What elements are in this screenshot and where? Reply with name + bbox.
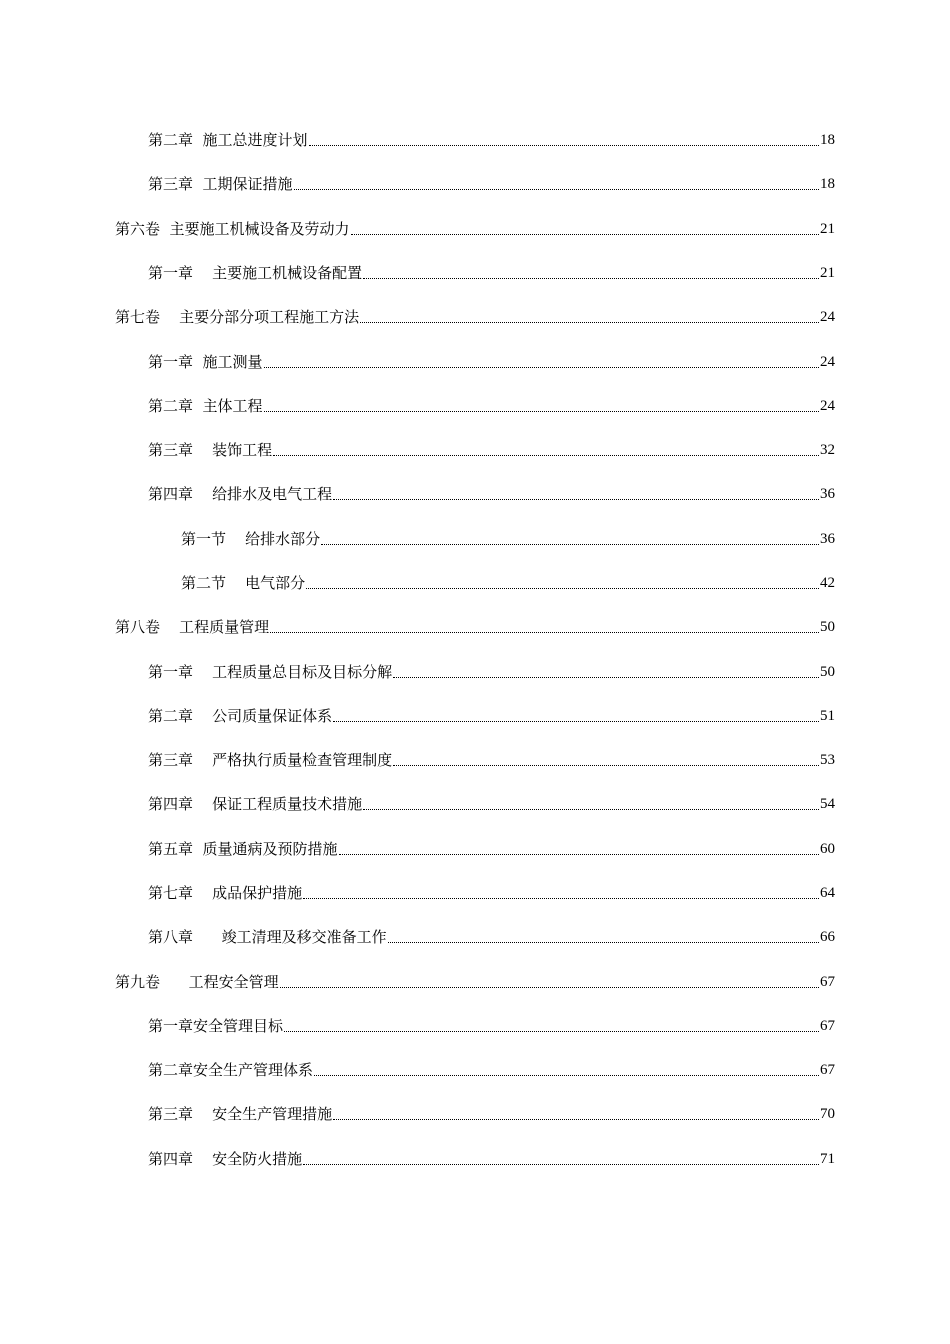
toc-entry-page: 70 [820,1106,835,1122]
toc-entry[interactable] [148,257,835,283]
toc-entry[interactable] [181,523,835,549]
dot-leader [363,278,819,279]
toc-entry[interactable] [115,301,835,327]
dot-leader [303,898,819,899]
dot-leader [339,854,819,855]
toc-entry-page: 24 [820,398,835,414]
dot-leader [393,765,819,766]
toc-entry-title: 第二节 电气部分 [181,574,306,592]
toc-entry-page: 24 [820,354,835,370]
toc-entry-page: 66 [820,929,835,945]
dot-leader [351,234,819,235]
toc-entry[interactable] [148,788,835,814]
toc-entry[interactable] [181,567,835,593]
toc-entry-title: 第三章 工期保证措施 [148,175,293,193]
toc-entry-page: 54 [820,796,835,812]
toc-entry-title: 第四章 保证工程质量技术措施 [148,795,363,813]
toc-entry-page: 24 [820,309,835,325]
toc-entry[interactable] [115,966,835,992]
toc-entry[interactable] [148,346,835,372]
toc-entry[interactable] [115,213,835,239]
dot-leader [264,367,819,368]
toc-entry-title: 第三章 装饰工程 [148,441,273,459]
toc-entry-page: 50 [820,619,835,635]
dot-leader [321,544,819,545]
toc-entry[interactable] [148,921,835,947]
dot-leader [393,677,819,678]
toc-entry-title: 第八章 竣工清理及移交准备工作 [148,928,387,946]
toc-entry-page: 64 [820,885,835,901]
toc-entry[interactable] [148,1054,835,1080]
toc-entry-page: 67 [820,974,835,990]
toc-entry-page: 53 [820,752,835,768]
toc-entry-page: 42 [820,575,835,591]
toc-entry-page: 32 [820,442,835,458]
toc-entry-title: 第二章 公司质量保证体系 [148,707,333,725]
dot-leader [309,145,819,146]
toc-entry-title: 第二章 主体工程 [148,397,263,415]
toc-entry[interactable] [148,390,835,416]
toc-entry-page: 18 [820,176,835,192]
toc-entry-title: 第一章安全管理目标 [148,1017,284,1035]
toc-entry-title: 第七卷 主要分部分项工程施工方法 [115,308,360,326]
toc-entry[interactable] [148,700,835,726]
toc-entry-title: 第三章 严格执行质量检查管理制度 [148,751,393,769]
toc-entry-title: 第二章 施工总进度计划 [148,131,308,149]
dot-leader [388,942,819,943]
toc-entry[interactable] [148,168,835,194]
toc-entry-page: 21 [820,265,835,281]
dot-leader [360,322,819,323]
toc-entry-title: 第四章 安全防火措施 [148,1150,303,1168]
dot-leader [270,632,819,633]
toc-entry-page: 67 [820,1018,835,1034]
toc-entry-title: 第一章 主要施工机械设备配置 [148,264,363,282]
dot-leader [333,1119,819,1120]
toc-entry-page: 36 [820,531,835,547]
toc-entry-page: 51 [820,708,835,724]
toc-entry-title: 第四章 给排水及电气工程 [148,485,333,503]
toc-entry-page: 67 [820,1062,835,1078]
toc-entry[interactable] [148,744,835,770]
toc-entry-title: 第五章 质量通病及预防措施 [148,840,338,858]
toc-entry[interactable] [148,478,835,504]
dot-leader [333,499,819,500]
toc-entry[interactable] [115,611,835,637]
toc-entry-page: 60 [820,841,835,857]
toc-entry-title: 第一节 给排水部分 [181,530,321,548]
toc-entry-page: 71 [820,1151,835,1167]
toc-entry[interactable] [148,877,835,903]
toc-entry[interactable] [148,124,835,150]
toc-entry[interactable] [148,434,835,460]
dot-leader [273,455,819,456]
toc-entry-title: 第八卷 工程质量管理 [115,618,270,636]
toc-entry[interactable] [148,656,835,682]
toc-entry-title: 第七章 成品保护措施 [148,884,303,902]
dot-leader [333,721,819,722]
toc-entry-title: 第二章安全生产管理体系 [148,1061,314,1079]
toc-entry-title: 第一章 施工测量 [148,353,263,371]
toc-entry-page: 18 [820,132,835,148]
toc-entry[interactable] [148,1143,835,1169]
dot-leader [294,189,819,190]
dot-leader [363,809,819,810]
dot-leader [314,1075,819,1076]
dot-leader [306,588,819,589]
toc-entry[interactable] [148,1098,835,1124]
toc-entry[interactable] [148,1010,835,1036]
toc-entry-page: 50 [820,664,835,680]
toc-entry-page: 36 [820,486,835,502]
toc-entry[interactable] [148,833,835,859]
dot-leader [264,411,819,412]
dot-leader [303,1164,819,1165]
toc-entry-title: 第六卷 主要施工机械设备及劳动力 [115,220,350,238]
dot-leader [284,1031,819,1032]
toc-entry-title: 第一章 工程质量总目标及目标分解 [148,663,393,681]
dot-leader [280,987,819,988]
toc-entry-title: 第三章 安全生产管理措施 [148,1105,333,1123]
toc-entry-title: 第九卷 工程安全管理 [115,973,279,991]
toc-entry-page: 21 [820,221,835,237]
